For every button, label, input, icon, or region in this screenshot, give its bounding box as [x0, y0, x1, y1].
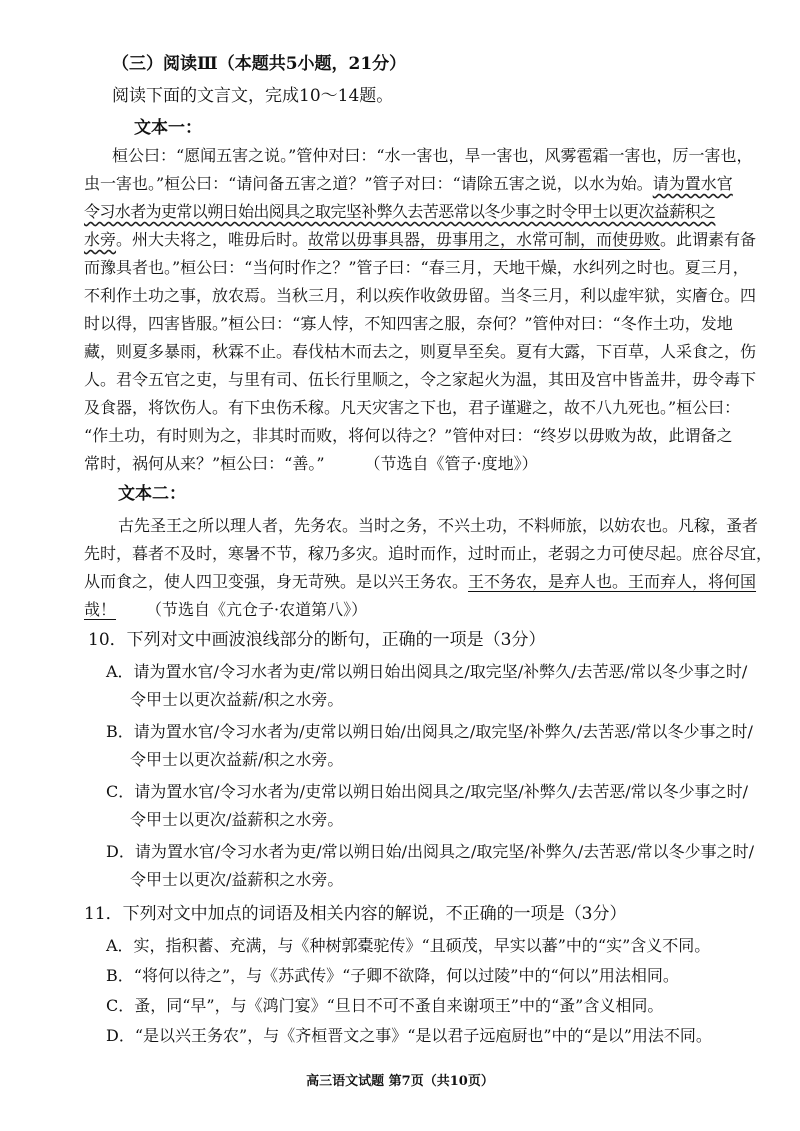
q11-option-b: B．“将何以待之”，与《苏武传》“子卿不欲降，何以过陵”中的“何以”用法相同。 [106, 966, 679, 985]
text2-line-3 [84, 571, 756, 593]
text1-line-7: 时以得，四害皆服。”桓公曰：“寡人悖，不知四害之服，奈何？”管仲对曰：“冬作土功，发地 [84, 314, 733, 333]
q11-stem: 11．下列对文中加点的词语及相关内容的解说，不正确的一项是（3分） [84, 904, 627, 924]
text1-line-12-text: 常时，祸何从来？”桓公曰：“善。” [84, 454, 325, 473]
q10-stem: 10．下列对文中画波浪线部分的断句，正确的一项是（3分） [88, 630, 546, 650]
q10-option-d: D．请为置水官/令习水者为吏/常以朔日始/出阅具之/取完坚/补弊久/去苦恶/常以冬少事之时/ [106, 842, 754, 861]
text1-label: 文本一： [134, 118, 202, 138]
text2-underline-2: 哉！ [84, 600, 117, 619]
q10-option-d-cont: 令甲士以更次/益薪积之水旁。 [130, 870, 344, 889]
text1-source: （节选自《管子·度地》） [364, 454, 538, 473]
section-heading: （三）阅读Ⅲ（本题共5小题，21分） [112, 54, 407, 74]
wavy-underline-2: 令习水者为吏常以朔日始出阅具之取完坚补弊久去苦恶常以冬少事之时令甲士以更次益薪积之 [84, 202, 716, 221]
underline-sentence-a: 故常以毋事具器，毋事用之，水常可制，而使毋败 [308, 230, 661, 249]
text1-line-4-end: 。此谓素有备 [660, 230, 757, 249]
text2-line-1: 古先圣王之所以理人者，先务农。当时之务，不兴土功，不料师旅，以妨农也。凡稼，蚤者 [118, 516, 759, 535]
text2-label: 文本二： [118, 484, 186, 504]
section-instruction: 阅读下面的文言文，完成10～14题。 [112, 86, 394, 106]
text2-line-2: 先时，暮者不及时，寒暑不节，稼乃多灾。追时而作，过时而止，老弱之力可使尽起。庶谷尽宜， [84, 544, 773, 563]
text1-line-12 [84, 453, 538, 475]
text2-line-3-plain: 从而食之，使人四卫变强，身无苛殃。是以兴王务农。 [84, 572, 469, 591]
wavy-underline-1: 请为置水官 [652, 174, 733, 193]
wavy-underline-3: 水旁 [84, 230, 117, 249]
text1-line-11: “作土功，有时则为之，非其时而败，将何以待之？”管仲对曰：“终岁以毋败为故，此谓备之 [84, 426, 733, 445]
page-footer: 高三语文试题 第7页（共10页） [306, 1074, 494, 1089]
text1-line-9: 人。君令五官之吏，与里有司、伍长行里顺之，令之家起火为温，其田及宫中皆盖井，毋令毒下 [84, 370, 757, 389]
q11-option-a: A．实，指积蓄、充满，与《种树郭橐驼传》“且硕茂，早实以蕃”中的“实”含义不同。 [106, 936, 711, 955]
text1-line-4 [84, 229, 756, 251]
text1-line-1: 桓公曰：“愿闻五害之说。”管仲对曰：“水一害也，旱一害也，风雾雹霜一害也，厉一害也， [112, 146, 753, 165]
text1-line-8: 藏，则夏多暴雨，秋霖不止。春伐枯木而去之，则夏旱至矣。夏有大露，下百草，人采食之，伤 [84, 342, 757, 361]
q10-option-b: B．请为置水官/令习水者为/吏常以朔日始/出阅具之/取完坚/补弊久/去苦恶/常以冬少事之时/ [106, 722, 753, 741]
text2-source: （节选自《亢仓子·农道第八》） [146, 600, 368, 619]
text1-line-2 [84, 173, 733, 195]
q11-option-d: D．“是以兴王务农”，与《齐桓晋文之事》“是以君子远庖厨也”中的“是以”用法不同。 [106, 1026, 712, 1045]
text2-line-4 [84, 599, 367, 621]
q10-option-a: A．请为置水官/令习水者为吏/常以朔日始出阅具之/取完坚/补弊久/去苦恶/常以冬少事之时/ [106, 662, 748, 681]
text1-line-6: 不利作土功之事，放农焉。当秋三月，利以疾作收敛毋留。当冬三月，利以虚牢狱，实廥仓。四 [84, 286, 757, 305]
text1-line-3 [84, 201, 715, 223]
q10-option-b-cont: 令甲士以更次益薪/积之水旁。 [130, 750, 344, 769]
q10-option-c: C．请为置水官/令习水者为/吏常以朔日始出阅具之/取完坚/补弊久/去苦恶/常以冬少事之时/ [106, 782, 748, 801]
q10-option-a-cont: 令甲士以更次益薪/积之水旁。 [130, 690, 344, 709]
text1-line-2-text: 虫一害也。”桓公曰：“请问备五害之道？”管子对曰：“请除五害之说，以水为始。 [84, 174, 653, 193]
q11-option-c: C．蚤，同“早”，与《鸿门宴》“旦日不可不蚤自来谢项王”中的“蚤”含义相同。 [106, 996, 664, 1015]
text2-underline-1: 王不务农，是弃人也。王而弃人，将何国 [468, 572, 757, 591]
text1-line-4-rest: 。州大夫将之，唯毋后时。 [116, 230, 309, 249]
text1-line-10: 及食器，将饮伤人。有下虫伤禾稼。凡天灾害之下也，君子谨避之，故不八九死也。”桓公曰： [84, 398, 741, 417]
text1-line-5: 而豫具者也。”桓公曰：“当何时作之？”管子曰：“春三月，天地干燥，水纠列之时也。夏三月， [84, 258, 749, 277]
q10-option-c-cont: 令甲士以更次/益薪积之水旁。 [130, 810, 344, 829]
